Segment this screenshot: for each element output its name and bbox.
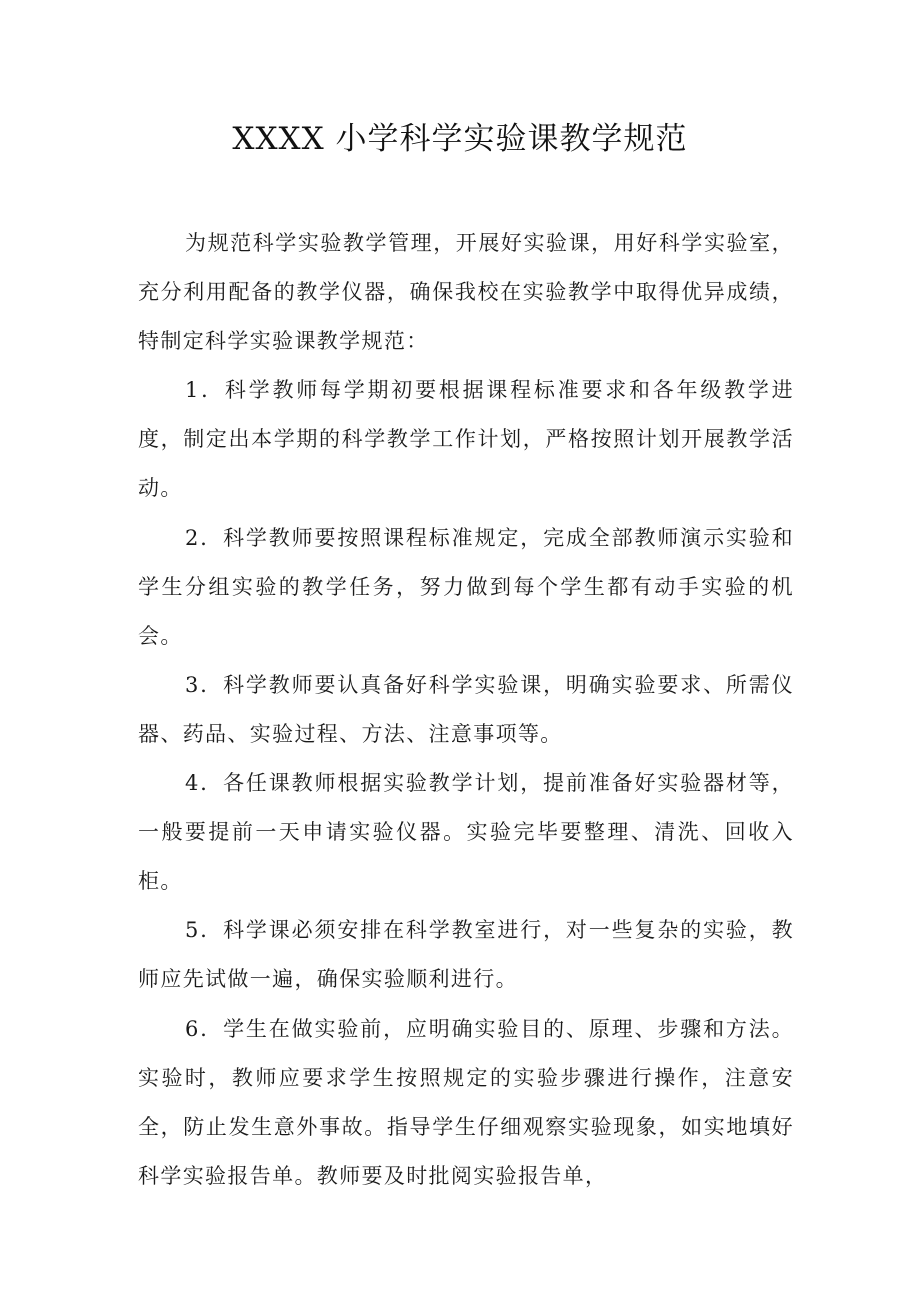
- intro-paragraph: 为规范科学实验教学管理，开展好实验课，用好科学实验室，充分利用配备的教学仪器，确保我校在实验教学中取得优异成绩，特制定科学实验课教学规范：: [138, 231, 794, 354]
- rule-4-paragraph: 4．各任课教师根据实验教学计划，提前准备好实验器材等，一般要提前一天申请实验仪器。实验完毕要整理、清洗、回收入柜。: [138, 771, 794, 894]
- rule-3-paragraph: 3．科学教师要认真备好科学实验课，明确实验要求、所需仪器、药品、实验过程、方法、注意事项等。: [138, 672, 794, 746]
- rule-6-paragraph: 6．学生在做实验前，应明确实验目的、原理、步骤和方法。实验时，教师应要求学生按照规定的实验步骤进行操作，注意安全，防止发生意外事故。指导学生仔细观察实验现象，如实地填好科学实验报告单。教师要及时批阅实验报告单，: [138, 1016, 794, 1188]
- document-body: [138, 219, 794, 1201]
- rule-5-paragraph: 5．科学课必须安排在科学教室进行，对一些复杂的实验，教师应先试做一遍，确保实验顺利进行。: [138, 918, 794, 992]
- rule-2-paragraph: 2．科学教师要按照课程标准规定，完成全部教师演示实验和学生分组实验的教学任务，努力做到每个学生都有动手实验的机会。: [138, 525, 794, 648]
- document-title: XXXX 小学科学实验课教学规范: [232, 121, 688, 157]
- rule-1-paragraph: 1．科学教师每学期初要根据课程标准要求和各年级教学进度，制定出本学期的科学教学工作计划，严格按照计划开展教学活动。: [138, 378, 794, 501]
